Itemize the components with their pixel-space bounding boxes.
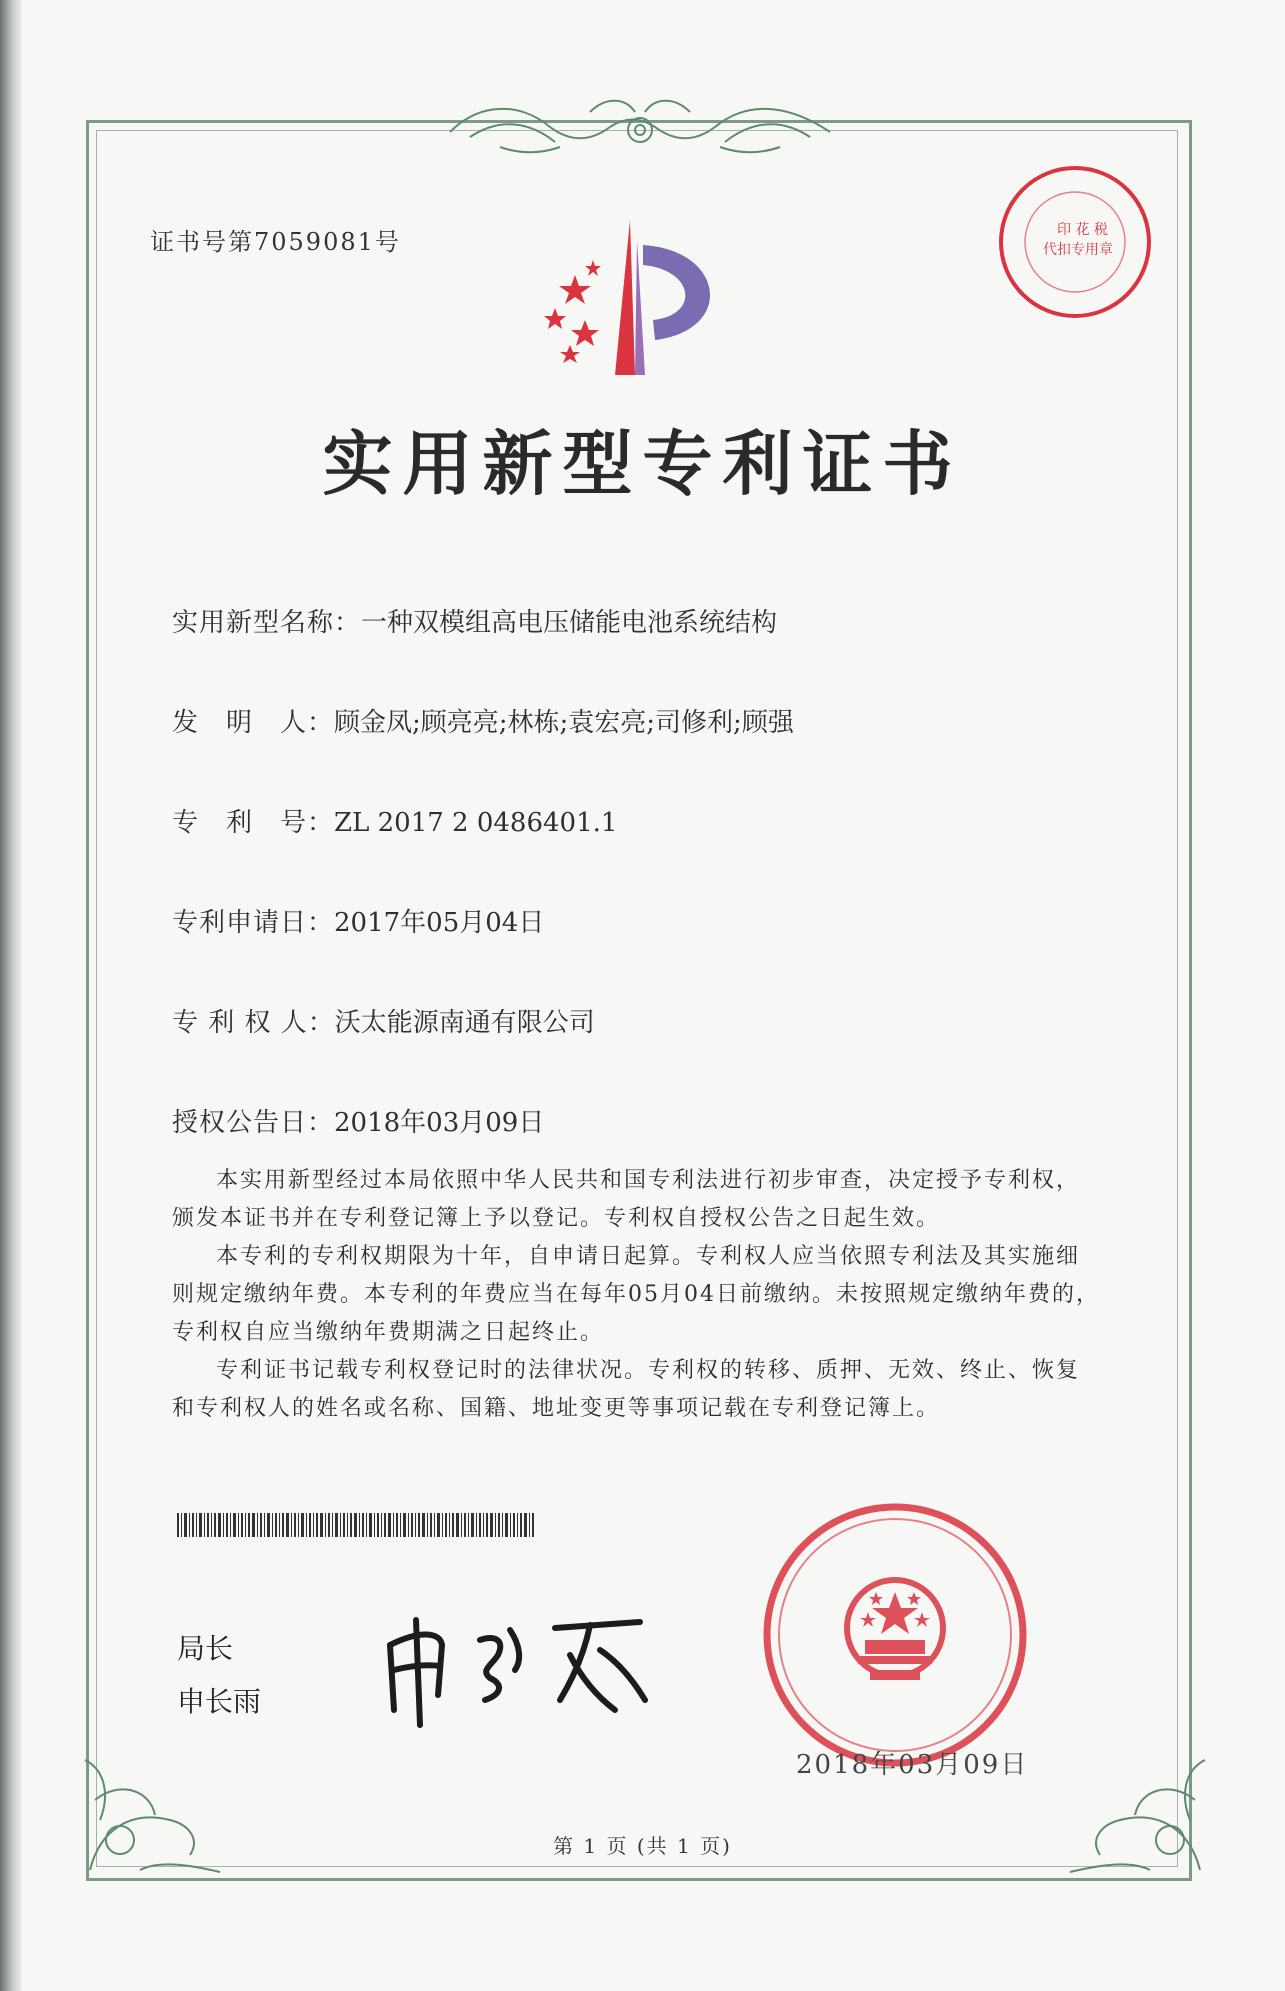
field-label: 发 明 人： bbox=[172, 708, 335, 738]
field-label: 专 利 权 人： bbox=[172, 1008, 335, 1038]
director-title: 局长 bbox=[177, 1632, 234, 1665]
field-value: ZL 2017 2 0486401.1 bbox=[334, 808, 618, 838]
body-paragraph: 本专利的专利权期限为十年，自申请日起算。专利权人应当依照专利法及其实施细则规定缴纳年费。本专利的年费应当在每年05月04日前缴纳。未按照规定缴纳年费的，专利权自应当缴纳年费期满之日起终止。 bbox=[172, 1244, 1100, 1345]
director-name: 申长雨 bbox=[177, 1685, 262, 1718]
top-ornament bbox=[440, 92, 840, 162]
bottom-left-ornament bbox=[80, 1740, 230, 1880]
field-application-date bbox=[172, 902, 544, 939]
field-label: 授权公告日： bbox=[172, 1108, 335, 1138]
barcode bbox=[177, 1513, 537, 1537]
field-value: 沃太能源南通有限公司 bbox=[334, 1008, 595, 1038]
field-value: 顾金凤;顾亮亮;林栋;袁宏亮;司修利;顾强 bbox=[334, 708, 794, 738]
field-label: 实用新型名称： bbox=[172, 608, 362, 638]
field-patent-number bbox=[172, 802, 617, 839]
handwritten-signature bbox=[380, 1600, 660, 1730]
seal-date: 2018年03月09日 bbox=[796, 1750, 1029, 1780]
patent-office-seal bbox=[760, 1500, 1030, 1770]
certificate-title: 实用新型专利证书 bbox=[322, 422, 963, 505]
field-value: 一种双模组高电压储能电池系统结构 bbox=[361, 608, 778, 638]
bottom-right-ornament bbox=[1060, 1740, 1210, 1880]
svg-text:印 花 税: 印 花 税 bbox=[1057, 222, 1108, 238]
field-grant-date bbox=[172, 1102, 544, 1139]
certificate-body bbox=[172, 1162, 1102, 1428]
field-utility-model-name bbox=[172, 602, 777, 639]
field-value: 2017年05月04日 bbox=[334, 908, 545, 938]
field-patentee bbox=[172, 1002, 595, 1039]
patent-office-logo bbox=[535, 220, 755, 390]
field-inventors bbox=[172, 702, 794, 739]
field-label: 专利申请日： bbox=[172, 908, 335, 938]
certificate-number: 证书号第7059081号 bbox=[150, 228, 401, 256]
field-value: 2018年03月09日 bbox=[334, 1108, 545, 1138]
tax-stamp-seal bbox=[995, 162, 1155, 322]
body-paragraph: 专利证书记载专利权登记时的法律状况。专利权的转移、质押、无效、终止、恢复和专利权人的姓名或名称、国籍、地址变更等事项记载在专利登记簿上。 bbox=[172, 1358, 1081, 1421]
page-number: 第 1 页 (共 1 页) bbox=[553, 1834, 732, 1858]
body-paragraph: 本实用新型经过本局依照中华人民共和国专利法进行初步审查，决定授予专利权，颁发本证书并在专利登记簿上予以登记。专利权自授权公告之日起生效。 bbox=[172, 1168, 1081, 1231]
scan-edge-shadow bbox=[0, 0, 22, 1991]
field-label: 专 利 号： bbox=[172, 808, 335, 838]
svg-text:代扣专用章: 代扣专用章 bbox=[1043, 242, 1113, 258]
